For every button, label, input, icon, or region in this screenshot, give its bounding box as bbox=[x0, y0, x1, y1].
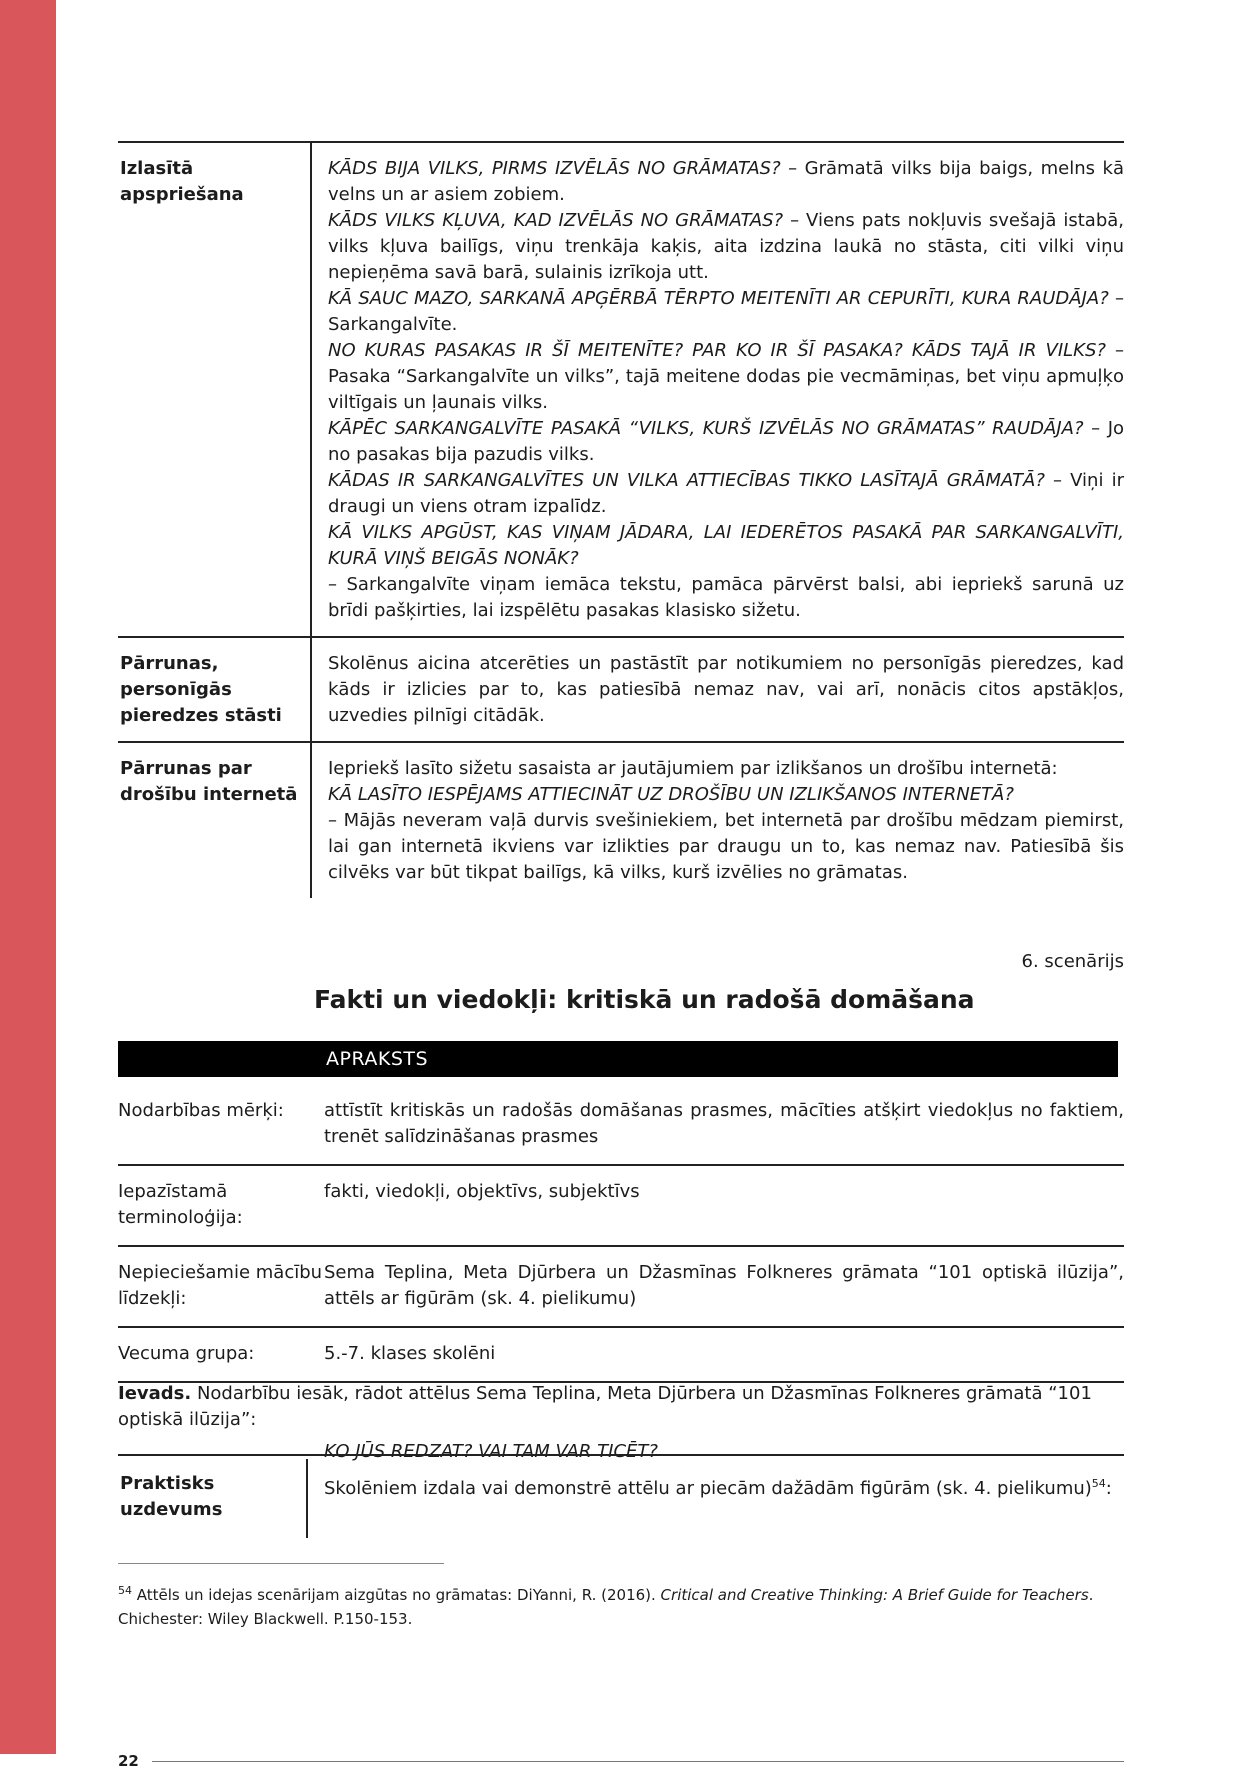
question-text: KĀDS BIJA VILKS, PIRMS IZVĒLĀS NO GRĀMATAS? bbox=[328, 158, 781, 179]
answer-text: – Grāmatā vilks bija baigs, melns kā velns un ar asiem zobiem. bbox=[328, 158, 1124, 205]
question-text: KĀPĒC SARKANGALVĪTE PASAKĀ “VILKS, KURŠ IZVĒLĀS NO GRĀMATAS” RAUDĀJA? bbox=[328, 418, 1084, 439]
footnote-number: 54 bbox=[118, 1584, 132, 1597]
description-label: Nodarbības mērķi: bbox=[118, 1100, 284, 1121]
activity-paragraph bbox=[328, 338, 1124, 416]
activity-row bbox=[118, 743, 1124, 898]
activity-label: Izlasītā apspriešana bbox=[120, 158, 244, 205]
description-row bbox=[118, 1247, 1124, 1328]
introduction bbox=[118, 1381, 1124, 1465]
practical-task-content bbox=[306, 1459, 1124, 1538]
page-number: 22 bbox=[118, 1752, 139, 1770]
scenario-label: 6. scenārijs bbox=[1021, 951, 1124, 972]
footer-rule bbox=[152, 1761, 1124, 1762]
answer-text: – Sarkangalvīte viņam iemāca tekstu, pamāca pārvērst balsi, abi iepriekš sarunā uz brīdi pašķirties, lai izspēlētu pasakas klasisko sižetu. bbox=[328, 574, 1124, 621]
page-content bbox=[118, 141, 1125, 1770]
activity-label: Pārrunas, personīgās pieredzes stāsti bbox=[120, 653, 282, 726]
description-row bbox=[118, 1166, 1124, 1247]
answer-text: – Pasaka “Sarkangalvīte un vilks”, tajā meitene dodas pie vecmāmiņas, bet viņu apmuļķo viltīgais un ļaunais vilks. bbox=[328, 340, 1124, 413]
question-text: KĀ SAUC MAZO, SARKANĀ APĢĒRBĀ TĒRPTO MEITENĪTI AR CEPURĪTI, KURA RAUDĀJA? bbox=[328, 288, 1109, 309]
intro-label: Ievads. bbox=[118, 1383, 192, 1404]
answer-text: – Jo no pasakas bija pazudis vilks. bbox=[328, 418, 1125, 465]
practical-task-label: Praktisks uzdevums bbox=[120, 1473, 223, 1520]
answer-text: – Viens pats nokļuvis svešajā istabā, vilks kļuva bailīgs, viņu trenkāja kaķis, aita izdzina laukā no stāsta, citi vilki viņu nepieņēma savā barā, sulainis izrīkoja utt. bbox=[328, 210, 1124, 283]
activity-content bbox=[310, 638, 1124, 741]
description-header-label: APRAKSTS bbox=[326, 1048, 429, 1070]
activity-paragraph bbox=[328, 651, 1124, 729]
question-text: NO KURAS PASAKAS IR ŠĪ MEITENĪTE? PAR KO IR ŠĪ PASAKA? KĀDS TAJĀ IR VILKS? bbox=[328, 340, 1106, 361]
footnote bbox=[118, 1579, 1124, 1631]
activity-paragraph bbox=[328, 808, 1124, 886]
description-table bbox=[118, 1085, 1124, 1383]
practical-task-punct: : bbox=[1105, 1478, 1112, 1499]
activity-paragraph bbox=[328, 572, 1124, 624]
activity-content bbox=[310, 743, 1124, 898]
description-value: attīstīt kritiskās un radošās domāšanas prasmes, mācīties atšķirt viedokļus no faktiem, trenēt salīdzināšanas prasmes bbox=[324, 1100, 1124, 1147]
activity-label: Pārrunas par drošību internetā bbox=[120, 758, 298, 805]
activity-paragraph bbox=[328, 156, 1124, 208]
description-row bbox=[118, 1085, 1124, 1166]
activity-paragraph bbox=[328, 286, 1124, 338]
activity-paragraph bbox=[328, 520, 1124, 572]
activity-paragraph bbox=[328, 756, 1124, 782]
activity-row bbox=[118, 143, 1124, 638]
answer-text: Iepriekš lasīto sižetu sasaista ar jautājumiem par izlikšanos un drošību internetā: bbox=[328, 758, 1058, 779]
answer-text: – Viņi ir draugi un viens otram izpalīdz. bbox=[328, 470, 1124, 517]
intro-question: KO JŪS REDZAT? VAI TAM VAR TICĒT? bbox=[324, 1441, 658, 1462]
description-value: fakti, viedokļi, objektīvs, subjektīvs bbox=[324, 1181, 640, 1202]
answer-text: – Mājās neveram vaļā durvis svešiniekiem, bet internetā par drošību mēdzam piemirst, lai gan internetā ikviens var izlikties par draugu un to, kas nemaz nav. Patiesībā šis cilvēks var būt tikpat bailīgs, kā vilks, kurš izvēlies no grāmatas. bbox=[328, 810, 1124, 883]
decorative-side-bar bbox=[0, 0, 56, 1754]
description-value: Sema Teplina, Meta Djūrbera un Džasmīnas Folkneres grāmata “101 optiskā ilūzija”, attēls ar figūrām (sk. 4. pielikumu) bbox=[324, 1262, 1124, 1309]
question-text: KĀDS VILKS KĻUVA, KAD IZVĒLĀS NO GRĀMATAS? bbox=[328, 210, 784, 231]
description-header-bar bbox=[118, 1041, 1118, 1077]
activity-row bbox=[118, 638, 1124, 743]
section-title: Fakti un viedokļi: kritiskā un radošā domāšana bbox=[314, 985, 975, 1014]
question-text: KĀ VILKS APGŪST, KAS VIŅAM JĀDARA, LAI IEDERĒTOS PASAKĀ PAR SARKANGALVĪTI, KURĀ VIŅŠ BEIGĀS NONĀK? bbox=[328, 522, 1124, 569]
footnote-divider bbox=[118, 1563, 444, 1564]
activity-paragraph bbox=[328, 782, 1124, 808]
answer-text: Skolēnus aicina atcerēties un pastāstīt par notikumiem no personīgās pieredzes, kad kāds ir izlicies par to, kas patiesībā nemaz nav, vai arī, nonācis citos apstākļos, uzvedies pilnīgi citādāk. bbox=[328, 653, 1124, 726]
practical-task-row bbox=[118, 1459, 1124, 1538]
activity-paragraph bbox=[328, 468, 1124, 520]
description-label: Nepieciešamie mācību līdzekļi: bbox=[118, 1262, 323, 1309]
footnote-tail: . Chichester: Wiley Blackwell. P.150-153. bbox=[118, 1586, 1094, 1628]
activity-table bbox=[118, 141, 1124, 898]
question-text: KĀ LASĪTO IESPĒJAMS ATTIECINĀT UZ DROŠĪBU UN IZLIKŠANOS INTERNETĀ? bbox=[328, 784, 1014, 805]
question-text: KĀDAS IR SARKANGALVĪTES UN VILKA ATTIECĪBAS TIKKO LASĪTAJĀ GRĀMATĀ? bbox=[328, 470, 1045, 491]
activity-paragraph bbox=[328, 416, 1124, 468]
divider bbox=[118, 1454, 1124, 1456]
intro-text: Nodarbību iesāk, rādot attēlus Sema Teplina, Meta Djūrbera un Džasmīnas Folkneres grāmatā “101 optiskā ilūzija”: bbox=[118, 1383, 1092, 1430]
activity-paragraph bbox=[328, 208, 1124, 286]
footnote-book-title: Critical and Creative Thinking: A Brief Guide for Teachers bbox=[660, 1586, 1089, 1604]
footnote-ref[interactable]: 54 bbox=[1091, 1477, 1106, 1490]
practical-task-text: Skolēniem izdala vai demonstrē attēlu ar piecām dažādām figūrām (sk. 4. pielikumu) bbox=[324, 1478, 1092, 1499]
description-row bbox=[118, 1328, 1124, 1383]
answer-text: – Sarkangalvīte. bbox=[328, 288, 1124, 335]
activity-content bbox=[310, 143, 1124, 636]
description-label: Vecuma grupa: bbox=[118, 1343, 255, 1364]
description-value: 5.-7. klases skolēni bbox=[324, 1343, 496, 1364]
description-label: Iepazīstamā terminoloģija: bbox=[118, 1181, 243, 1228]
footnote-text: Attēls un idejas scenārijam aizgūtas no grāmatas: DiYanni, R. (2016). bbox=[132, 1586, 661, 1604]
